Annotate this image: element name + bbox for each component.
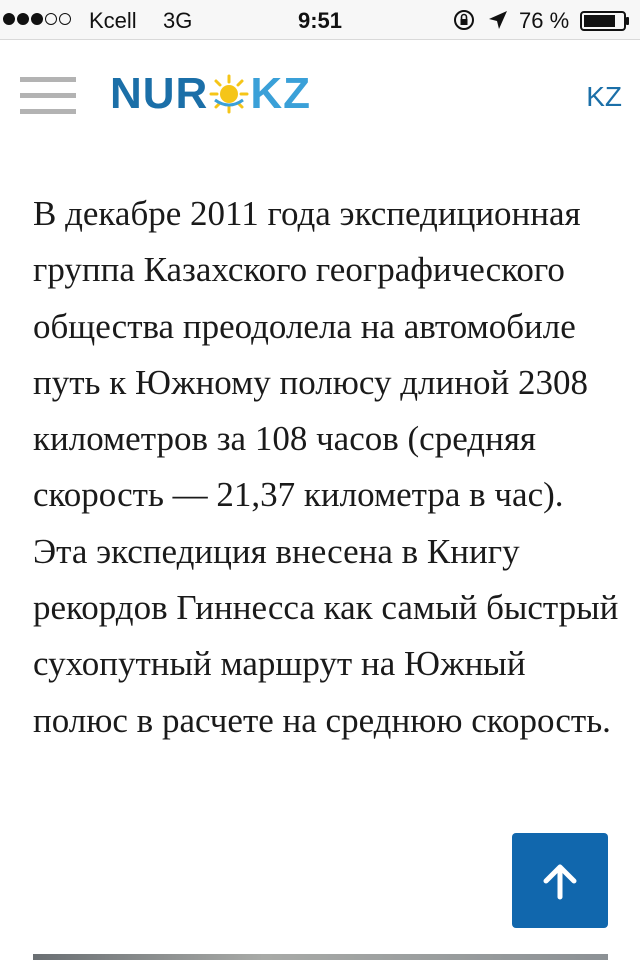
logo-text-right: KZ — [250, 69, 311, 118]
site-logo[interactable] — [110, 69, 311, 119]
menu-button[interactable] — [20, 77, 76, 117]
status-bar — [0, 0, 640, 40]
article-image-edge — [33, 954, 608, 960]
scroll-to-top-button[interactable] — [512, 833, 608, 928]
arrow-up-icon — [540, 861, 580, 901]
battery-icon — [580, 11, 630, 31]
logo-text-left: NUR — [110, 69, 209, 118]
site-header — [0, 41, 640, 151]
carrier-name: Kcell — [89, 8, 137, 33]
article-paragraph: В декабре 2011 года экспедиционная группа Казахского географического общества преодолела на автомобиле путь к Южному полюсу длиной 2308 километров за 108 часов (средняя скорость — 21,37 километра в час). Эта экспедиция внесена в Книгу рекордов Гиннесса как самый быстрый сухопутный маршрут на Южный полюс в расчете на среднюю скорость. — [33, 194, 619, 740]
language-switch-link[interactable]: KZ — [586, 81, 622, 112]
battery-percentage: 76 % — [519, 8, 570, 33]
location-arrow-icon — [487, 9, 509, 31]
network-type: 3G — [163, 8, 193, 33]
rotation-lock-icon — [453, 9, 475, 31]
sun-icon — [209, 74, 249, 114]
status-time: 9:51 — [297, 8, 343, 33]
